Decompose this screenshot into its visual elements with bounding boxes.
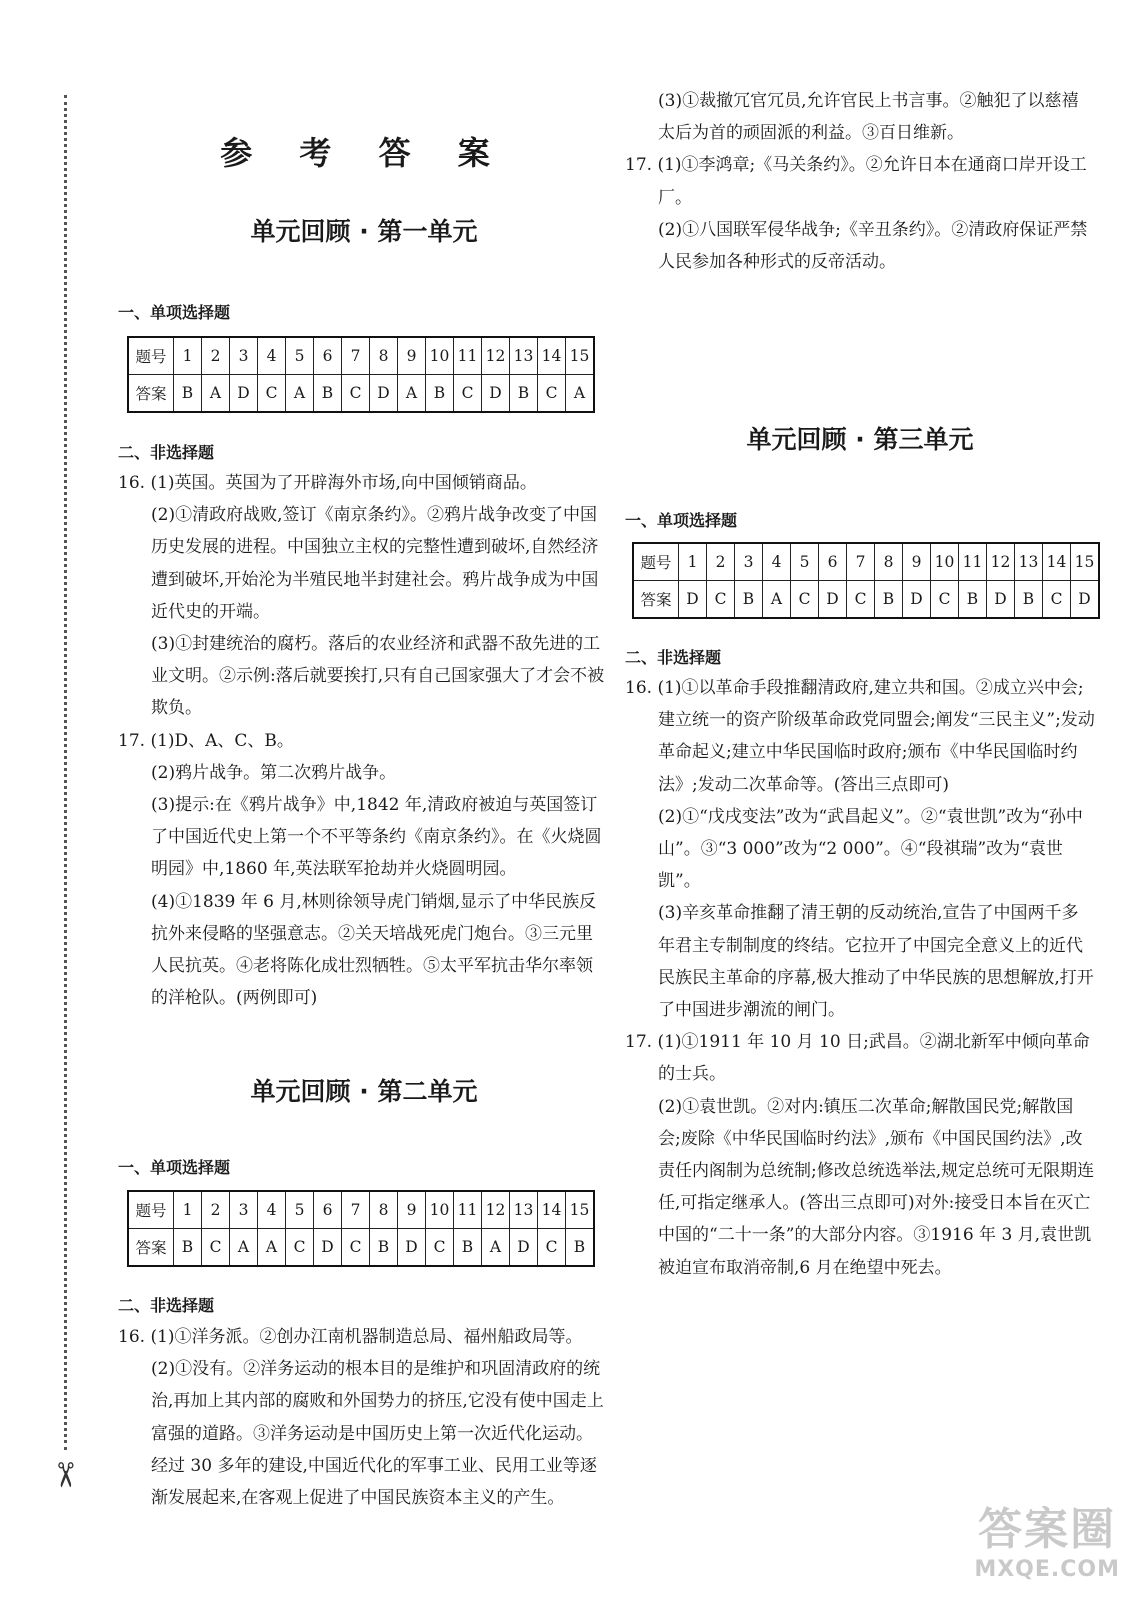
- answer-cell: A: [230, 1229, 258, 1267]
- unit1-title: 单元回顾 · 第一单元: [250, 217, 478, 246]
- answer-cell: A: [482, 1229, 510, 1267]
- question-number: 13: [510, 337, 538, 375]
- question-number: 10: [426, 1191, 454, 1229]
- question-number: 6: [314, 337, 342, 375]
- unit1-para: (3)①封建统治的腐朽。落后的农业经济和武器不敌先进的工业文明。②示例:落后就要挨打,只有自己国家强大了才会不被欺负。: [151, 634, 605, 719]
- answer-cell: A: [286, 375, 314, 413]
- answer-cell: D: [903, 581, 931, 619]
- answer-cell: D: [510, 1229, 538, 1267]
- page-title: 参 考 答 案: [220, 134, 508, 172]
- question-number: 5: [286, 1191, 314, 1229]
- answer-cell: C: [1043, 581, 1071, 619]
- cut-line: [64, 95, 67, 1450]
- unit1-para: (2)①清政府战败,签订《南京条约》。②鸦片战争改变了中国历史发展的进程。中国独立主权的完整性遭到破坏,自然经济遭到破坏,开始沦为半殖民地半封建社会。鸦片战争成为中国近代史的开端。: [151, 505, 599, 622]
- unit3-single-choice-heading: 一、单项选择题: [625, 511, 738, 530]
- question-number: 9: [903, 543, 931, 581]
- question-number: 7: [342, 1191, 370, 1229]
- question-number: 11: [454, 337, 482, 375]
- question-number: 13: [1015, 543, 1043, 581]
- answer-cell: C: [931, 581, 959, 619]
- question-number: 9: [398, 1191, 426, 1229]
- question-number: 8: [370, 337, 398, 375]
- scissors-icon: ✂: [44, 1460, 85, 1490]
- question-number: 10: [931, 543, 959, 581]
- question-number: 14: [538, 1191, 566, 1229]
- watermark-logo-text: 答案圈: [978, 1504, 1117, 1555]
- question-number: 8: [875, 543, 903, 581]
- question-number: 15: [1071, 543, 1100, 581]
- answer-cell: B: [174, 1229, 202, 1267]
- row-label-answer: 答案: [128, 375, 174, 413]
- unit1-para: (4)①1839 年 6 月,林则徐领导虎门销烟,显示了中华民族反抗外来侵略的坚强意志。②关天培战死虎门炮台。③三元里人民抗英。④老将陈化成壮烈牺牲。⑤太平军抗击华尔率领的洋枪队。(两例即可): [151, 891, 597, 1009]
- answer-cell: C: [342, 1229, 370, 1267]
- unit1-para: 16. (1)英国。英国为了开辟海外市场,向中国倾销商品。: [118, 473, 537, 493]
- unit2-non-choice-heading: 二、非选择题: [118, 1296, 215, 1315]
- unit3-para: 16. (1)①以革命手段推翻清政府,建立共和国。②成立兴中会;建立统一的资产阶级革命政党同盟会;阐发“三民主义”;发动革命起义;建立中华民国临时政府;颁布《中华民国临时约法》;发动二次革命等。(答出三点即可): [625, 678, 1095, 795]
- question-number: 2: [202, 337, 230, 375]
- answer-cell: D: [398, 1229, 426, 1267]
- question-number: 3: [735, 543, 763, 581]
- answer-cell: C: [202, 1229, 230, 1267]
- row-label-answer: 答案: [633, 581, 679, 619]
- question-number: 4: [258, 1191, 286, 1229]
- answer-cell: C: [538, 375, 566, 413]
- unit2-answer-table: [127, 1190, 595, 1267]
- answer-cell: C: [258, 375, 286, 413]
- unit1-single-choice-heading: 一、单项选择题: [118, 303, 231, 322]
- question-number: 5: [286, 337, 314, 375]
- watermark-domain: MXQE.COM: [974, 1557, 1120, 1582]
- unit2-para: (3)①裁撤冗官冗员,允许官民上书言事。②触犯了以慈禧太后为首的顽固派的利益。③百日维新。: [658, 91, 1079, 144]
- unit3-title: 单元回顾 · 第三单元: [746, 425, 974, 454]
- unit3-para: (2)①“戊戌变法”改为“武昌起义”。②“袁世凯”改为“孙中山”。③“3 000”改为“2 000”。④“段祺瑞”改为“袁世凯”。: [658, 806, 1083, 892]
- answer-cell: A: [398, 375, 426, 413]
- question-number: 2: [707, 543, 735, 581]
- answer-cell: C: [791, 581, 819, 619]
- answer-cell: B: [370, 1229, 398, 1267]
- unit1-para: (2)鸦片战争。第二次鸦片战争。: [151, 762, 397, 783]
- question-number: 1: [679, 543, 707, 581]
- unit2-para: (2)①八国联军侵华战争;《辛丑条约》。②清政府保证严禁人民参加各种形式的反帝活动。: [658, 219, 1088, 273]
- unit3-answer-table: [632, 542, 1100, 619]
- question-number: 9: [398, 337, 426, 375]
- question-number: 7: [342, 337, 370, 375]
- question-number: 4: [258, 337, 286, 375]
- unit3-para: 17. (1)①1911 年 10 月 10 日;武昌。②湖北新军中倾向革命的士兵。: [625, 1032, 1090, 1085]
- question-number: 15: [566, 337, 595, 375]
- unit1-answers-text: [118, 467, 608, 1014]
- row-label-question: 题号: [128, 1191, 174, 1229]
- unit2-title: 单元回顾 · 第二单元: [250, 1077, 478, 1106]
- question-number: 3: [230, 1191, 258, 1229]
- unit2-para: (2)①没有。②洋务运动的根本目的是维护和巩固清政府的统治,再加上其内部的腐败和外国势力的挤压,它没有使中国走上富强的道路。③洋务运动是中国历史上第一次近代化运动。经过 30 多年的建设,中国近代化的军事工业、民用工业等逐渐发展起来,在客观上促进了中国民族资本主义的产生。: [151, 1359, 604, 1509]
- question-number: 13: [510, 1191, 538, 1229]
- question-number: 5: [791, 543, 819, 581]
- question-number: 12: [482, 337, 510, 375]
- unit2-para: 16. (1)①洋务派。②创办江南机器制造总局、福州船政局等。: [118, 1327, 583, 1347]
- question-number: 7: [847, 543, 875, 581]
- question-number: 11: [959, 543, 987, 581]
- answer-cell: B: [566, 1229, 595, 1267]
- unit1-para: (3)提示:在《鸦片战争》中,1842 年,清政府被迫与英国签订了中国近代史上第一个不平等条约《南京条约》。在《火烧圆明园》中,1860 年,英法联军抢劫并火烧圆明园。: [151, 795, 602, 880]
- site-watermark: [974, 1493, 1120, 1582]
- question-number: 14: [538, 337, 566, 375]
- answer-cell: D: [370, 375, 398, 413]
- unit3-para: (3)辛亥革命推翻了清王朝的反动统治,宣告了中国两千多年君主专制制度的终结。它拉开了中国完全意义上的近代民族民主革命的序幕,极大推动了中华民族的思想解放,打开了中国进步潮流的闸门。: [658, 903, 1094, 1021]
- question-number: 12: [987, 543, 1015, 581]
- unit1-non-choice-heading: 二、非选择题: [118, 443, 215, 462]
- answer-cell: A: [566, 375, 595, 413]
- question-number: 1: [174, 337, 202, 375]
- answer-cell: D: [314, 1229, 342, 1267]
- question-number: 6: [819, 543, 847, 581]
- answer-cell: B: [174, 375, 202, 413]
- answer-cell: C: [286, 1229, 314, 1267]
- answer-cell: C: [538, 1229, 566, 1267]
- question-number: 3: [230, 337, 258, 375]
- answer-cell: C: [426, 1229, 454, 1267]
- answer-cell: B: [959, 581, 987, 619]
- unit2-answers-left: [118, 1321, 608, 1509]
- row-label-answer: 答案: [128, 1229, 174, 1267]
- question-number: 11: [454, 1191, 482, 1229]
- row-label-question: 题号: [633, 543, 679, 581]
- answer-cell: B: [735, 581, 763, 619]
- answer-cell: C: [707, 581, 735, 619]
- unit1-answer-table: [127, 336, 595, 413]
- question-number: 15: [566, 1191, 595, 1229]
- answer-cell: C: [454, 375, 482, 413]
- answer-cell: B: [1015, 581, 1043, 619]
- unit2-answers-right: [625, 85, 1095, 278]
- question-number: 12: [482, 1191, 510, 1229]
- unit3-non-choice-heading: 二、非选择题: [625, 648, 722, 667]
- answer-cell: A: [202, 375, 230, 413]
- unit2-single-choice-heading: 一、单项选择题: [118, 1158, 231, 1177]
- answer-cell: D: [230, 375, 258, 413]
- unit1-para: 17. (1)D、A、C、B。: [118, 730, 294, 751]
- answer-cell: B: [875, 581, 903, 619]
- answer-cell: D: [1071, 581, 1100, 619]
- unit2-para: 17. (1)①李鸿章;《马关条约》。②允许日本在通商口岸开设工厂。: [625, 155, 1087, 208]
- question-number: 10: [426, 337, 454, 375]
- row-label-question: 题号: [128, 337, 174, 375]
- question-number: 4: [763, 543, 791, 581]
- answer-cell: C: [342, 375, 370, 413]
- answer-cell: A: [258, 1229, 286, 1267]
- answer-cell: B: [454, 1229, 482, 1267]
- question-number: 1: [174, 1191, 202, 1229]
- answer-cell: A: [763, 581, 791, 619]
- question-number: 6: [314, 1191, 342, 1229]
- answer-cell: C: [847, 581, 875, 619]
- question-number: 8: [370, 1191, 398, 1229]
- answer-cell: B: [510, 375, 538, 413]
- unit3-para: (2)①袁世凯。②对内:镇压二次革命;解散国民党;解散国会;废除《中华民国临时约法》,颁布《中国民国约法》,改责任内阁制为总统制;修改总统选举法,规定总统可无限期连任,可指定继承人。(答出三点即可)对外:接受日本旨在灭亡中国的“二十一条”的大部分内容。③1916 年 3 月,袁世凯被迫宣布取消帝制,6 月在绝望中死去。: [658, 1096, 1095, 1278]
- question-number: 2: [202, 1191, 230, 1229]
- answer-cell: B: [426, 375, 454, 413]
- answer-cell: D: [482, 375, 510, 413]
- question-number: 14: [1043, 543, 1071, 581]
- answer-cell: D: [987, 581, 1015, 619]
- answer-cell: D: [679, 581, 707, 619]
- answer-cell: B: [314, 375, 342, 413]
- unit3-answers-text: [625, 672, 1095, 1284]
- answer-cell: D: [819, 581, 847, 619]
